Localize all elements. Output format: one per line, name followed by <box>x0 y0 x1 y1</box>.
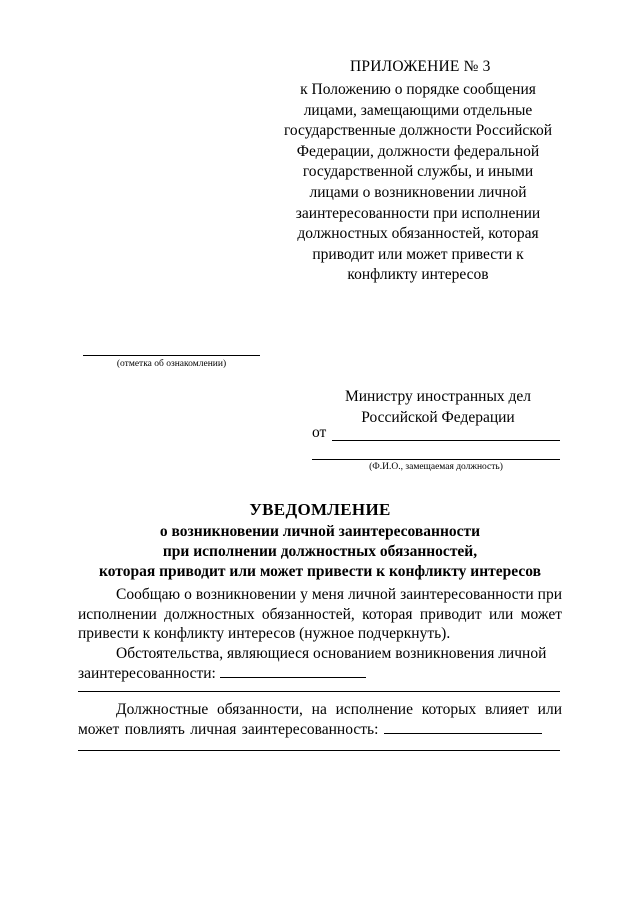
circumstances-fill-line <box>220 665 366 678</box>
body-paragraph-3-text: Должностные обязанности, на исполнение которых влияет или может повлиять личная заинтересованность: <box>78 701 562 738</box>
acknowledgment-line <box>83 355 260 356</box>
appendix-line: конфликту интересов <box>347 266 489 284</box>
appendix-title: ПРИЛОЖЕНИЕ № 3 <box>350 58 491 75</box>
appendix-line: должностных обязанностей, которая <box>297 225 539 243</box>
circumstances-continuation-line <box>78 691 560 692</box>
body-paragraph-1: Сообщаю о возникновении у меня личной заинтересованности при исполнении должностных обязанностей, которая приводит или может привести к конфликту интересов (нужное подчеркнуть). <box>78 586 562 642</box>
acknowledgment-caption: (отметка об ознакомлении) <box>116 359 227 369</box>
from-fill-line <box>332 440 560 441</box>
notice-subtitle-line: о возникновении личной заинтересованности <box>159 523 481 540</box>
body-paragraph-2 <box>78 644 562 683</box>
fio-caption: (Ф.И.О., замещаемая должность) <box>369 462 503 472</box>
duties-fill-line <box>384 721 542 734</box>
addressee-block <box>312 386 564 428</box>
fio-fill-line <box>312 459 560 460</box>
notice-subtitle <box>60 522 580 582</box>
notice-subtitle-line: которая приводит или может привести к конфликту интересов <box>99 563 541 580</box>
body-paragraph-3 <box>78 700 562 739</box>
appendix-line: лицами, замещающими отдельные <box>303 101 533 119</box>
duties-continuation-line <box>78 750 560 751</box>
body-paragraph-2-text: Обстоятельства, являющиеся основанием возникновения личной заинтересованности: <box>78 645 547 682</box>
addressee-line: Российской Федерации <box>361 409 515 426</box>
appendix-line: государственные должности Российской <box>283 122 553 140</box>
notice-subtitle-line: при исполнении должностных обязанностей, <box>162 543 478 560</box>
appendix-line: Федерации, должности федеральной <box>296 142 540 160</box>
appendix-text <box>266 80 570 286</box>
appendix-line: лицами о возникновении личной <box>309 183 527 201</box>
notice-title: УВЕДОМЛЕНИЕ <box>249 500 391 519</box>
appendix-line: государственной службы, и иными <box>302 163 534 181</box>
addressee-line: Министру иностранных дел <box>344 388 531 405</box>
appendix-line: приводит или может привести к <box>312 245 524 263</box>
from-label: от <box>312 424 327 441</box>
appendix-line: к Положению о порядке сообщения <box>300 81 536 98</box>
appendix-line: заинтересованности при исполнении <box>295 204 541 222</box>
